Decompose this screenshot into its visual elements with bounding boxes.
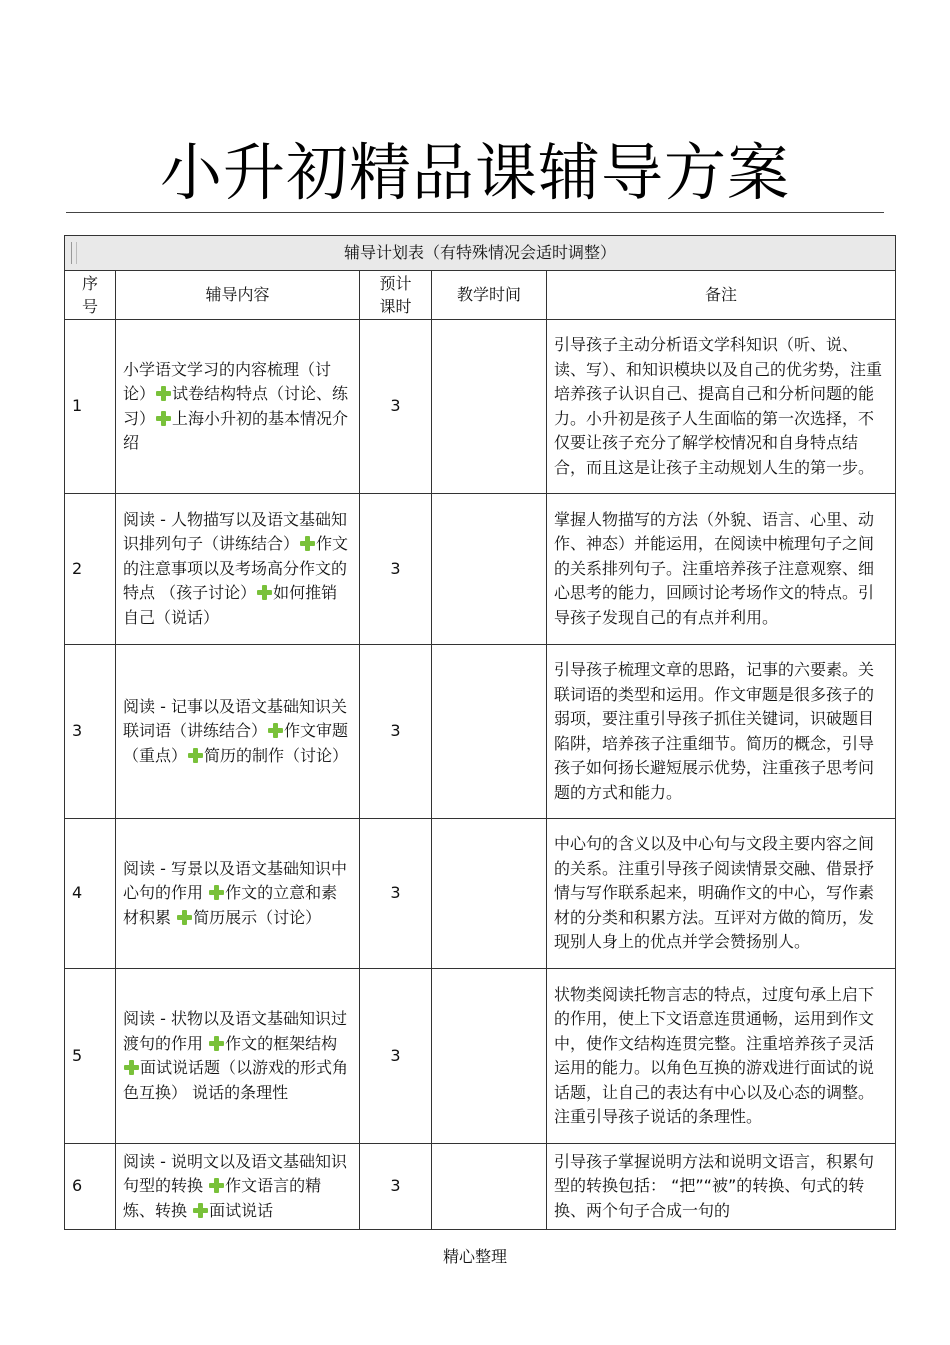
row-number: 4 bbox=[65, 819, 116, 969]
table-row bbox=[65, 494, 896, 645]
row-time bbox=[432, 969, 547, 1144]
row-content: 阅读 - 人物描写以及语文基础知识排列句子（讲练结合） 作文的注意事项以及考场高分作文的特点 （孩子讨论） 如何推销自己（说话） bbox=[116, 494, 360, 645]
row-content: 阅读 - 说明文以及语文基础知识句型的转换 作文语言的精炼、转换 面试说话 bbox=[116, 1144, 360, 1230]
row-content: 阅读 - 写景以及语文基础知识中心句的作用 作文的立意和素材积累 简历展示（讨论） bbox=[116, 819, 360, 969]
header-hours: 预计 课时 bbox=[360, 271, 432, 320]
row-hours: 3 bbox=[360, 320, 432, 494]
plus-icon bbox=[209, 885, 224, 900]
row-number: 1 bbox=[65, 320, 116, 494]
row-time bbox=[432, 494, 547, 645]
title-underline bbox=[66, 212, 884, 213]
row-time bbox=[432, 645, 547, 819]
table-row bbox=[65, 320, 896, 494]
row-number: 6 bbox=[65, 1144, 116, 1230]
row-content: 小学语文学习的内容梳理（讨论） 试卷结构特点（讨论、练习） 上海小升初的基本情况介绍 bbox=[116, 320, 360, 494]
header-time: 教学时间 bbox=[432, 271, 547, 320]
row-note: 引导孩子梳理文章的思路，记事的六要素。关联词语的类型和运用。作文审题是很多孩子的弱项，要注重引导孩子抓住关键词，识破题目陷阱，培养孩子注重细节。简历的概念，引导孩子如何扬长避短展示优势，注重孩子思考问题的方式和能力。 bbox=[547, 645, 896, 819]
table-row bbox=[65, 1144, 896, 1230]
row-content: 阅读 - 状物以及语文基础知识过渡句的作用 作文的框架结构面试说话题（以游戏的形式角色互换） 说话的条理性 bbox=[116, 969, 360, 1144]
row-time bbox=[432, 1144, 547, 1230]
row-time bbox=[432, 819, 547, 969]
plus-icon bbox=[188, 748, 203, 763]
row-number: 3 bbox=[65, 645, 116, 819]
row-note: 引导孩子掌握说明方法和说明文语言，积累句型的转换包括： “把”“被”的转换、句式的转换、两个句子合成一句的 bbox=[547, 1144, 896, 1230]
header-content: 辅导内容 bbox=[116, 271, 360, 320]
row-note: 引导孩子主动分析语文学科知识（听、说、读、写）、和知识模块以及自己的优劣势，注重培养孩子认识自己、提高自己和分析问题的能力。小升初是孩子人生面临的第一次选择，不仅要让孩子充分了解学校情况和自身特点结合，而且这是让孩子主动规划人生的第一步。 bbox=[547, 320, 896, 494]
plus-icon bbox=[156, 386, 171, 401]
row-hours: 3 bbox=[360, 969, 432, 1144]
plus-icon bbox=[300, 536, 315, 551]
row-number: 5 bbox=[65, 969, 116, 1144]
row-time bbox=[432, 320, 547, 494]
plus-icon bbox=[193, 1203, 208, 1218]
plus-icon bbox=[268, 723, 283, 738]
header-note: 备注 bbox=[547, 271, 896, 320]
row-hours: 3 bbox=[360, 645, 432, 819]
plus-icon bbox=[257, 585, 272, 600]
document-title: 小升初精品课辅导方案 bbox=[159, 136, 790, 209]
tutoring-plan-table bbox=[64, 235, 896, 1230]
table-caption-text: 辅导计划表（有特殊情况会适时调整） bbox=[344, 242, 617, 262]
plus-icon bbox=[177, 910, 192, 925]
page-footer: 精心整理 bbox=[442, 1247, 507, 1266]
plus-icon bbox=[124, 1060, 139, 1075]
table-header-row bbox=[65, 271, 896, 320]
row-hours: 3 bbox=[360, 1144, 432, 1230]
plus-icon bbox=[156, 411, 171, 426]
row-note: 中心句的含义以及中心句与文段主要内容之间的关系。注重引导孩子阅读情景交融、借景抒情与写作联系起来，明确作文的中心，写作素材的分类和积累方法。互评对方做的简历，发现别人身上的优点并学会赞扬别人。 bbox=[547, 819, 896, 969]
table-row bbox=[65, 819, 896, 969]
row-hours: 3 bbox=[360, 819, 432, 969]
row-hours: 3 bbox=[360, 494, 432, 645]
plus-icon bbox=[209, 1036, 224, 1051]
table-caption bbox=[65, 236, 896, 271]
plus-icon bbox=[209, 1178, 224, 1193]
row-number: 2 bbox=[65, 494, 116, 645]
table-row bbox=[65, 645, 896, 819]
table-row bbox=[65, 969, 896, 1144]
row-note: 掌握人物描写的方法（外貌、语言、心里、动作、神态）并能运用，在阅读中梳理句子之间的关系排列句子。注重培养孩子注意观察、细心思考的能力，回顾讨论考场作文的特点。引导孩子发现自己的有点并利用。 bbox=[547, 494, 896, 645]
header-seq: 序 号 bbox=[65, 271, 116, 320]
row-note: 状物类阅读托物言志的特点，过度句承上启下的作用，使上下文语意连贯通畅，运用到作文中，使作文结构连贯完整。注重培养孩子灵活运用的能力。以角色互换的游戏进行面试的说话题，让自己的表达有中心以及心态的调整。注重引导孩子说话的条理性。 bbox=[547, 969, 896, 1144]
caption-marker-icon bbox=[71, 242, 77, 264]
row-content: 阅读 - 记事以及语文基础知识关联词语（讲练结合） 作文审题（重点） 简历的制作（讨论） bbox=[116, 645, 360, 819]
